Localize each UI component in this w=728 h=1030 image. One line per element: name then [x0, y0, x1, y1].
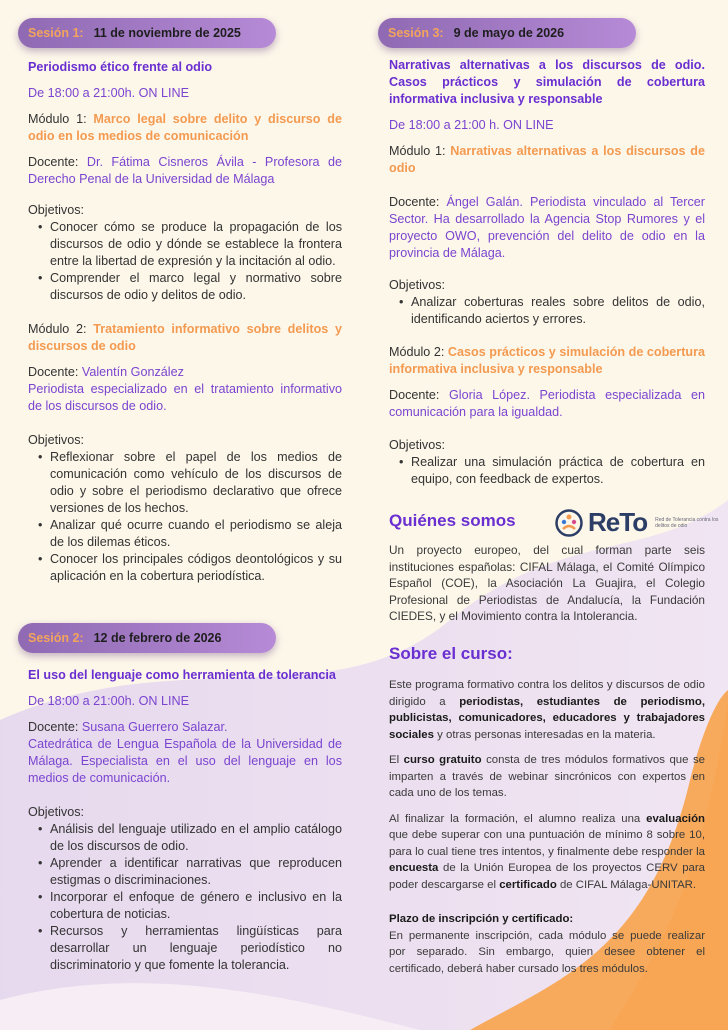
teacher — [28, 719, 342, 736]
objective-item: • Comprender el marco legal y normativo sobre discursos de odio y delitos de odio. — [38, 270, 342, 304]
teacher-label: Docente: — [389, 388, 449, 402]
objective-item: • Analizar qué ocurre cuando el periodismo se aleja de los dilemas éticos. — [38, 517, 342, 551]
session-time: De 18:00 a 21:00h. ON LINE — [28, 86, 190, 100]
module-label: Módulo 1: — [389, 144, 451, 158]
reto-logo-icon — [555, 509, 583, 537]
section-title: Sobre el curso: — [389, 644, 513, 663]
objective-item: • Conocer cómo se produce la propagación de los discursos de odio y dónde se establece la frontera entre la libertad de expresión y la incitación al odio. — [38, 219, 342, 270]
teacher-name: Ángel Galán. Periodista vinculado al Tercer Sector. Ha desarrollado la Agencia Stop Rumores y el proyecto OWO, prevención del delito de odio en la provincia de Málaga. — [389, 195, 706, 260]
session-date: 12 de febrero de 2026 — [93, 631, 222, 645]
registration-title: Plazo de inscripción y certificado: — [389, 913, 574, 925]
text: Este programa formativo contra los delitos y discursos de odio dirigido a — [389, 679, 705, 708]
text: y otras personas interesadas en la materia. — [433, 728, 656, 741]
course-paragraph — [389, 677, 705, 743]
text: El — [389, 754, 404, 766]
session-1 — [28, 59, 342, 585]
session-label: Sesión 1: — [28, 26, 84, 40]
objectives-label: Objetivos: — [28, 203, 84, 217]
module-title: Narrativas alternativas a los discursos de odio — [389, 144, 706, 175]
session-title: Narrativas alternativas a los discursos de odio. Casos prácticos y simulación de cobertura informativa inclusiva y responsable — [389, 58, 705, 106]
about-text: Un proyecto europeo, del cual forman parte seis instituciones españolas: CIFAL Málaga, el Comité Olímpico Español (COE), la Asociación La Guajira, el Colegio Profesional de Periodistas de Andalucía, la Fundación CIEDES, y el Movimiento contra la Intolerancia. — [389, 543, 705, 623]
objective-item: • Realizar una simulación práctica de cobertura en equipo, con feedback de expertos. — [399, 454, 705, 488]
objective-item: • Incorporar el enfoque de género e inclusivo en la cobertura de noticias. — [38, 889, 342, 923]
reto-logo — [555, 507, 725, 538]
objectives-list — [38, 821, 342, 974]
session-title: El uso del lenguaje como herramienta de tolerancia — [28, 668, 336, 682]
objective-item: • Análisis del lenguaje utilizado en el amplio catálogo de los discursos de odio. — [38, 821, 342, 855]
session-date: 11 de noviembre de 2025 — [93, 26, 241, 40]
teacher-label: Docente: — [28, 365, 82, 379]
registration-text: En permanente inscripción, cada módulo se puede realizar por separado. Sin embargo, quien desee obtener el certificado, deberá haber cursado los tres módulos. — [389, 929, 705, 975]
objectives-label: Objetivos: — [389, 438, 445, 452]
text: de CIFAL Málaga-UNITAR. — [556, 878, 697, 891]
teacher — [389, 194, 705, 262]
session-3-header — [378, 18, 636, 48]
module-label: Módulo 2: — [389, 345, 448, 359]
objectives-label: Objetivos: — [389, 278, 445, 292]
course-paragraph — [389, 752, 705, 802]
module-label: Módulo 2: — [28, 322, 94, 336]
text: consta de tres módulos formativos que se imparten a través de webinar sincrónicos con expertos en cada uno de los temas. — [389, 754, 706, 799]
bold-text: encuesta — [389, 862, 439, 874]
bold-text: certificado — [499, 878, 557, 891]
bold-text: curso gratuito — [403, 754, 482, 766]
teacher-name: Gloria López. Periodista especializada en comunicación para la igualdad. — [389, 388, 705, 419]
teacher-label: Docente: — [389, 195, 447, 209]
teacher-label: Docente: — [28, 720, 82, 734]
session-2 — [28, 667, 342, 974]
module-2 — [28, 321, 342, 355]
teacher-name: Valentín González — [81, 365, 184, 379]
objective-item: • Recursos y herramientas lingüísticas para desarrollar un lenguaje periodístico no discriminatorio y que fomente la tolerancia. — [38, 923, 342, 974]
module-1 — [389, 143, 705, 177]
logo-text: ReTo — [588, 507, 648, 537]
course-paragraph — [389, 811, 705, 894]
session-time: De 18:00 a 21:00 h. ON LINE — [389, 118, 554, 132]
section-title: Quiénes somos — [389, 511, 516, 530]
session-label: Sesión 2: — [28, 631, 84, 645]
teacher — [28, 154, 342, 188]
about-course — [389, 643, 705, 977]
logo-subtitle: Red de Tolerancia contra los delitos de odio — [655, 516, 719, 529]
session-3 — [389, 57, 705, 488]
teacher-label: Docente: — [28, 155, 87, 169]
objective-item: • Aprender a identificar narrativas que reproducen estigmas o discriminaciones. — [38, 855, 342, 889]
bold-text: periodistas, estudiantes de periodismo, publicistas, comunicadores, educadores y trabajadores sociales — [389, 695, 705, 741]
module-1 — [28, 111, 342, 145]
module-label: Módulo 1: — [28, 112, 94, 126]
teacher-name: Susana Guerrero Salazar. — [81, 720, 228, 734]
text: que debe superar con una puntuación de mínimo 8 sobre 10, para lo cual tiene tres intentos, y finalmente debe responder la — [389, 829, 705, 858]
session-label: Sesión 3: — [388, 26, 444, 40]
module-2 — [389, 344, 705, 378]
text: de la Unión Europea de los proyectos CERV para poder descargarse el — [389, 862, 705, 891]
module-title: Tratamiento informativo sobre delitos y discursos de odio — [28, 322, 342, 353]
objectives-label: Objetivos: — [28, 433, 84, 447]
objectives-list — [38, 449, 342, 585]
objective-item: • Analizar coberturas reales sobre delitos de odio, identificando aciertos y errores. — [399, 294, 705, 328]
teacher-name: Dr. Fátima Cisneros Ávila - Profesora de Derecho Penal de la Universidad de Málaga — [28, 155, 342, 186]
objective-item: • Conocer los principales códigos deontológicos y su aplicación en la cobertura periodística. — [38, 551, 342, 585]
session-1-header — [18, 18, 276, 48]
teacher-description: Periodista especializado en el tratamiento informativo de los discursos de odio. — [28, 382, 342, 413]
bold-text: evaluación — [646, 812, 705, 825]
objectives-list — [399, 454, 705, 488]
teacher — [389, 387, 705, 421]
objectives-list — [399, 294, 705, 328]
objectives-label: Objetivos: — [28, 805, 84, 819]
text: Al finalizar la formación, el alumno realiza una — [389, 812, 647, 825]
teacher — [28, 364, 342, 381]
objective-item: • Reflexionar sobre el papel de los medios de comunicación como vehículo de los discursos de odio y sobre el periodismo declarativo que ofrece versiones de los hechos. — [38, 449, 342, 517]
teacher-description: Catedrática de Lengua Española de la Universidad de Málaga. Especialista en el uso del lenguaje en los medios de comunicación. — [28, 737, 342, 785]
session-date: 9 de mayo de 2026 — [453, 26, 565, 40]
session-time: De 18:00 a 21:00h. ON LINE — [28, 694, 190, 708]
module-title: Marco legal sobre delito y discurso de odio en los medios de comunicación — [28, 112, 342, 143]
objectives-list — [38, 219, 342, 304]
session-title: Periodismo ético frente al odio — [28, 60, 213, 74]
session-2-header — [18, 623, 276, 653]
module-title: Casos prácticos y simulación de cobertura informativa inclusiva y responsable — [389, 345, 705, 376]
